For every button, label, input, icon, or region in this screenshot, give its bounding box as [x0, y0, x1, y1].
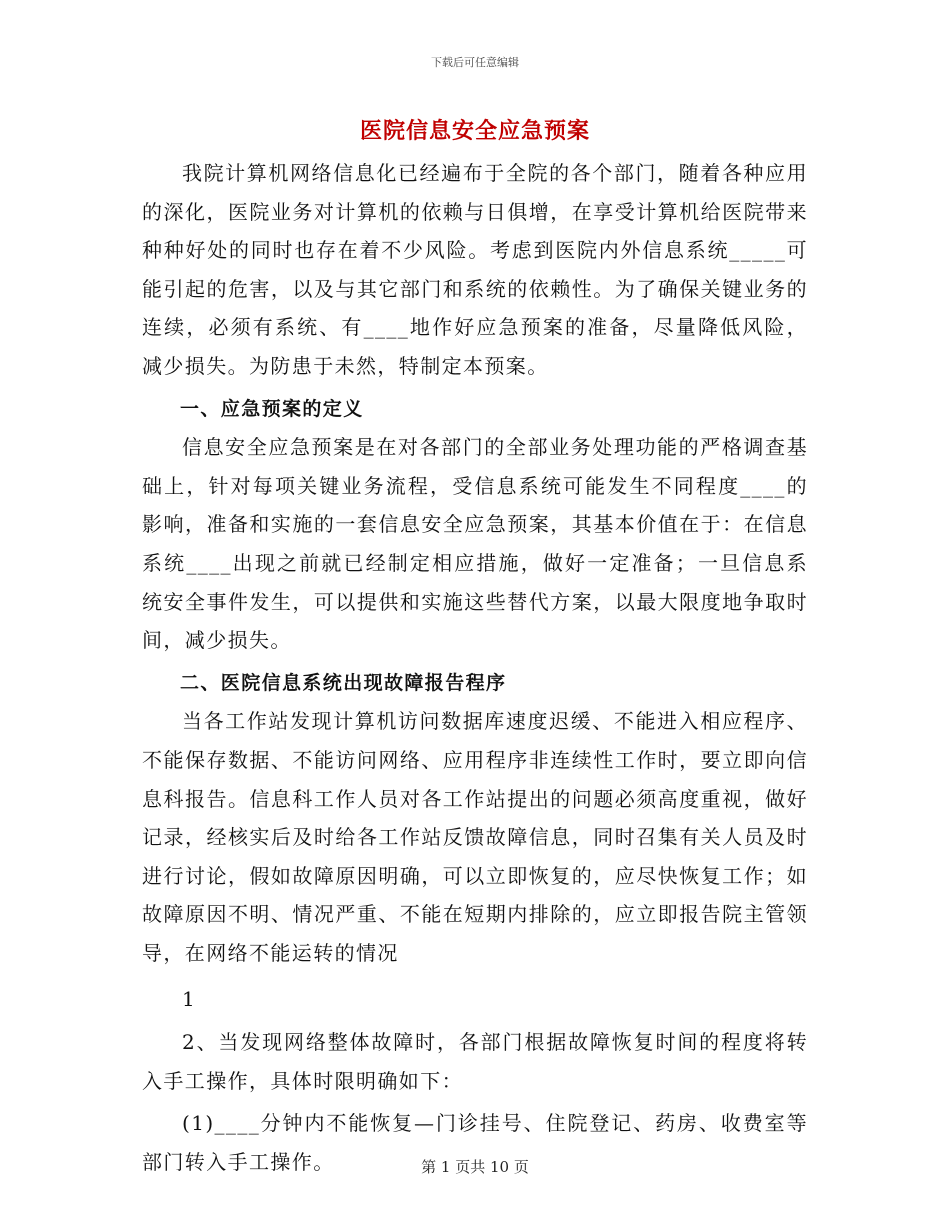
section-1-paragraph: 信息安全应急预案是在对各部门的全部业务处理功能的严格调查基础上，针对每项关键业务流程，受信息系统可能发生不同程度____的影响，准备和实施的一套信息安全应急预案，其基本价值在于：在信息系统____出现之前就已经制定相应措施，做好一定准备；一旦信息系统安全事件发生，可以提供和实施这些替代方案，以最大限度地争取时间，减少损失。: [142, 435, 808, 653]
section-2-paragraph: 当各工作站发现计算机访问数据库速度迟缓、不能进入相应程序、不能保存数据、不能访问网络、应用程序非连续性工作时，要立即向信息科报告。信息科工作人员对各工作站提出的问题必须高度重视，做好记录，经核实后及时给各工作站反馈故障信息，同时召集有关人员及时进行讨论，假如故障原因明确，可以立即恢复的，应尽快恢复工作；如故障原因不明、情况严重、不能在短期内排除的，应立即报告院主管领导，在网络不能运转的情况: [142, 709, 808, 965]
intro-paragraph: 我院计算机网络信息化已经遍布于全院的各个部门，随着各种应用的深化，医院业务对计算机的依赖与日俱增，在享受计算机给医院带来种种好处的同时也存在着不少风险。考虑到医院内外信息系统_____可能引起的危害，以及与其它部门和系统的依赖性。为了确保关键业务的连续，必须有系统、有____地作好应急预案的准备，尽量降低风险，减少损失。为防患于未然，特制定本预案。: [142, 161, 808, 378]
section-2-heading: 二、医院信息系统出现故障报告程序: [180, 671, 507, 694]
document-body: [142, 154, 808, 1181]
item-2-1-paragraph: (1)____分钟内不能恢复—门诊挂号、住院登记、药房、收费室等部门转入手工操作。: [142, 1111, 808, 1174]
document-title: 医院信息安全应急预案: [359, 118, 590, 144]
item-2-paragraph: 2、当发现网络整体故障时，各部门根据故障恢复时间的程度将转入手工操作，具体时限明确如下：: [142, 1030, 808, 1093]
page-footer-number: 第 1 页共 10 页: [421, 1158, 529, 1176]
section-1-heading: 一、应急预案的定义: [180, 397, 364, 420]
page-header-note: 下载后可任意编辑: [431, 56, 519, 69]
inline-page-number: 1: [182, 987, 197, 1012]
